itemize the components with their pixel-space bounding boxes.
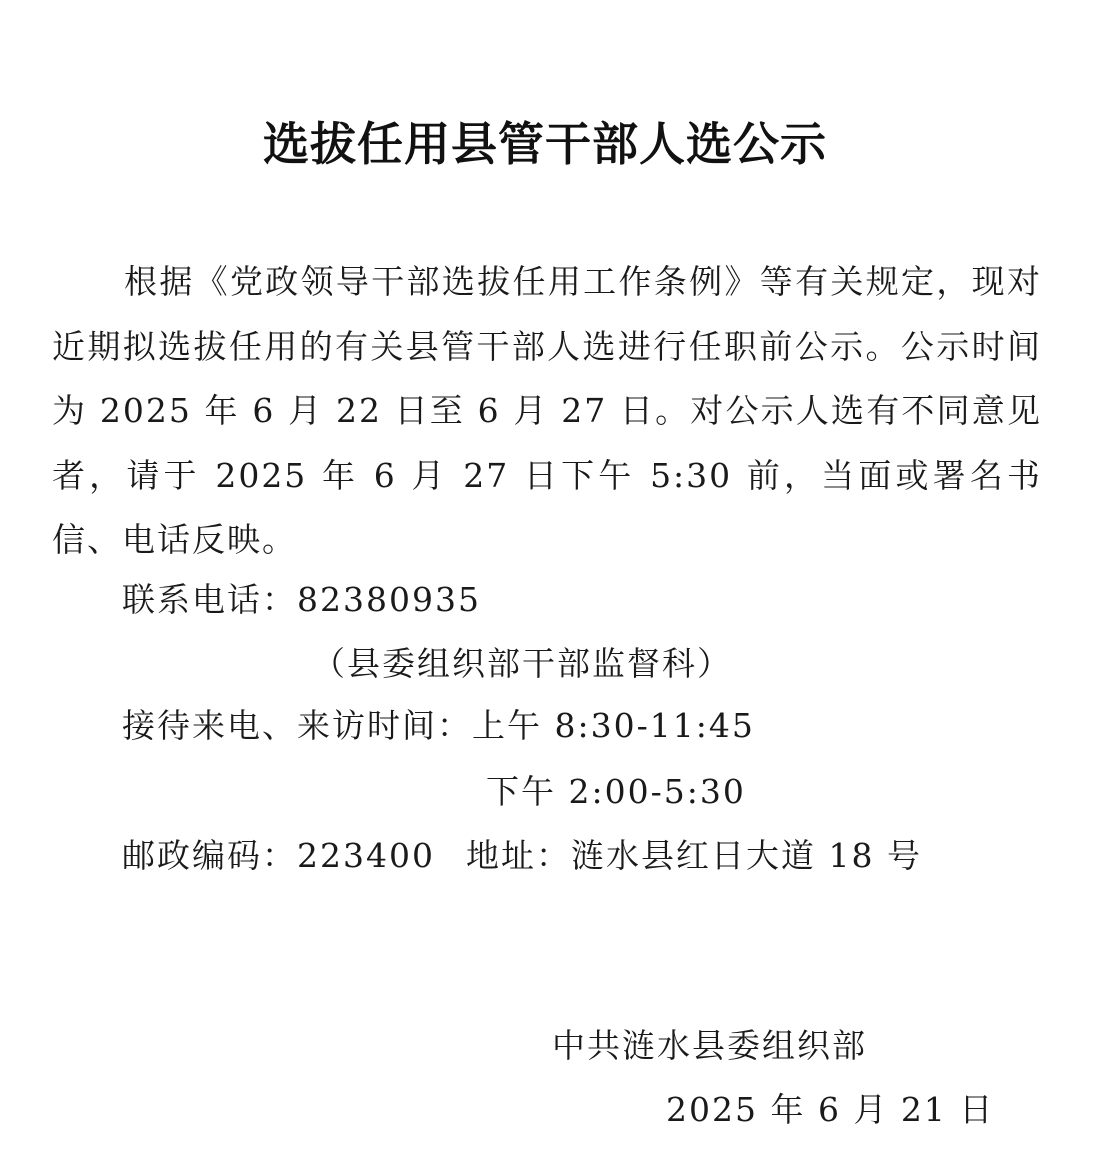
signer: 中共涟水县委组织部: [552, 1026, 867, 1065]
sign-date: 2025 年 6 月 21 日: [666, 1090, 995, 1129]
reception-hours-morning: 接待来电、来访时间：上午 8:30-11:45: [122, 706, 755, 745]
postal-code: 邮政编码：223400: [122, 836, 435, 875]
reception-hours-afternoon: 下午 2:00-5:30: [486, 772, 746, 811]
address: 地址：涟水县红日大道 18 号: [466, 836, 922, 875]
contact-department: （县委组织部干部监督科）: [312, 644, 732, 683]
notice-title: 选拔任用县管干部人选公示: [263, 117, 827, 171]
notice-body: 根据《党政领导干部选拔任用工作条例》等有关规定，现对近期拟选拔任用的有关县管干部人选进行任职前公示。公示时间为 2025 年 6 月 22 日至 6 月 27 日。对公示人选有不同意见者，请于 2025 年 6 月 27 日下午 5:30 前，当面或署名书信、电话反映。: [52, 262, 1042, 559]
contact-phone: 联系电话：82380935: [122, 580, 481, 619]
